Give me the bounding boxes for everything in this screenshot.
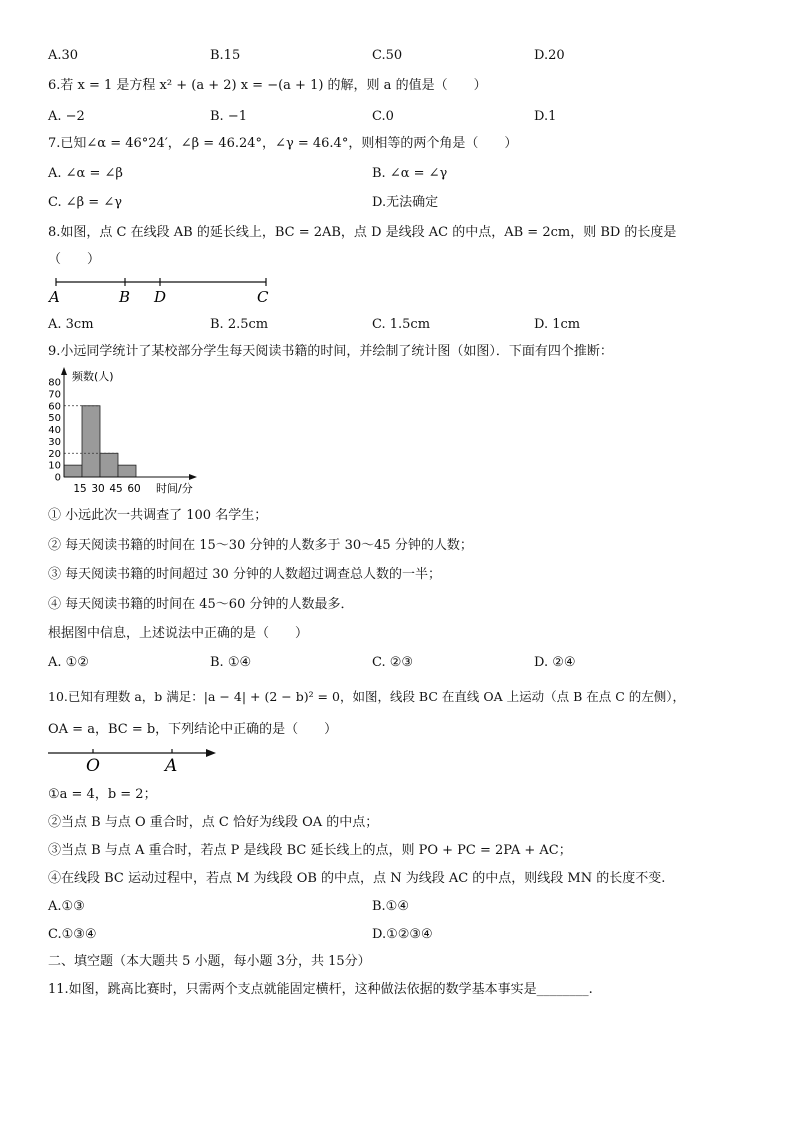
q10-statement-2: ②当点 B 与点 O 重合时，点 C 恰好为线段 OA 的中点； (48, 815, 379, 830)
q7-option-a: A. ∠α = ∠β (48, 166, 123, 181)
q9-statement-2: ② 每天阅读书籍的时间在 15～30 分钟的人数多于 30～45 分钟的人数； (48, 538, 473, 553)
q6-option-c: C.0 (372, 109, 394, 124)
q10-option-d: D.①②③④ (372, 927, 433, 942)
q8-option-c: C. 1.5cm (372, 317, 431, 332)
q9-option-c: C. ②③ (372, 655, 414, 670)
q8-option-b: B. 2.5cm (210, 317, 269, 332)
q10-statement-4: ④在线段 BC 运动过程中，若点 M 为线段 OB 的中点，点 N 为线段 AC 的中点，则线段 MN 的长度不变. (48, 871, 666, 886)
histogram-bar-0-15 (64, 465, 82, 477)
q8-option-a: A. 3cm (48, 317, 94, 332)
q8-label-b: B (119, 288, 131, 306)
histogram-y-tick-label: 40 (48, 425, 61, 436)
histogram-x-label: 时间/分 (156, 482, 193, 495)
q5-option-c: C.50 (372, 48, 403, 63)
histogram-y-tick-label: 50 (48, 413, 61, 425)
histogram-bar-30-45 (100, 453, 118, 477)
q6-stem: 6.若 x = 1 是方程 x² + (a + 2) x = −(a + 1) 的解，则 a 的值是（ ） (48, 78, 487, 93)
histogram-y-tick-label: 0 (54, 472, 61, 484)
q10-option-a: A.①③ (48, 899, 85, 914)
q7-option-c: C. ∠β = ∠γ (48, 195, 122, 210)
histogram-x-tick-label: 15 (73, 483, 87, 495)
q8-stem: 8.如图，点 C 在线段 AB 的延长线上，BC = 2AB，点 D 是线段 AC 的中点，AB = 2cm，则 BD 的长度是 (48, 225, 677, 240)
q9-option-b: B. ①④ (210, 655, 252, 670)
q8-stem-cont: （ ） (48, 252, 101, 267)
histogram-bar-45-60 (118, 465, 136, 477)
section-2-heading: 二、填空题（本大题共 5 小题，每小题 3分，共 15分） (48, 954, 371, 969)
histogram-y-tick-label: 70 (48, 389, 61, 401)
q10-number-line (44, 744, 224, 774)
y-axis-arrow-icon (61, 367, 67, 375)
q10-option-c: C.①③④ (48, 927, 97, 942)
q8-option-d: D. 1cm (534, 317, 581, 332)
q10-statement-3: ③当点 B 与点 A 重合时，若点 P 是线段 BC 延长线上的点，则 PO + PC = 2PA + AC； (48, 843, 572, 858)
histogram-y-tick-label: 20 (48, 448, 61, 460)
histogram-y-tick-label: 10 (48, 460, 61, 472)
q6-option-d: D.1 (534, 109, 557, 124)
q10-stem: 10.已知有理数 a，b 满足：|a − 4| + (2 − b)² = 0，如图，线段 BC 在直线 OA 上运动（点 B 在点 C 的左侧）， (48, 689, 686, 704)
q10-option-b: B.①④ (372, 899, 409, 914)
q7-option-b: B. ∠α = ∠γ (372, 166, 448, 181)
q5-option-d: D.20 (534, 48, 565, 63)
x-axis-arrow-icon (189, 474, 197, 480)
q8-segment-figure (44, 272, 276, 308)
q9-stem: 9.小远同学统计了某校部分学生每天阅读书籍的时间，并绘制了统计图（如图）．下面有四个推断： (48, 344, 613, 359)
q9-statement-1: ① 小远此次一共调查了 100 名学生； (48, 508, 268, 523)
q10-label-a: A (165, 756, 178, 774)
histogram-x-tick-label: 45 (109, 483, 123, 495)
histogram-bar-15-30 (82, 406, 100, 477)
q10-stem-cont: OA = a，BC = b，下列结论中正确的是（ ） (48, 722, 338, 737)
q6-option-a: A. −2 (48, 109, 85, 124)
q7-option-d: D.无法确定 (372, 195, 439, 210)
q7-stem: 7.已知∠α = 46°24′，∠β = 46.24°，∠γ = 46.4°，则相等的两个角是（ ） (48, 136, 518, 151)
q5-option-b: B.15 (210, 48, 241, 63)
q9-option-a: A. ①② (48, 655, 89, 670)
q8-label-d: D (154, 288, 167, 306)
q9-statement-4: ④ 每天阅读书籍的时间在 45～60 分钟的人数最多． (48, 597, 354, 612)
q11-stem: 11.如图，跳高比赛时，只需两个支点就能固定横杆，这种做法依据的数学基本事实是________. (48, 982, 593, 997)
q9-histogram (40, 364, 220, 500)
q10-statement-1: ①a = 4，b = 2； (48, 787, 157, 802)
q5-option-a: A.30 (48, 48, 79, 63)
histogram-y-tick-label: 80 (48, 377, 61, 389)
q9-option-d: D. ②④ (534, 655, 576, 670)
q6-option-b: B. −1 (210, 109, 247, 124)
q9-ask: 根据图中信息，上述说法中正确的是（ ） (48, 626, 309, 641)
q9-statement-3: ③ 每天阅读书籍的时间超过 30 分钟的人数超过调查总人数的一半； (48, 567, 441, 582)
q8-label-a: A (49, 288, 60, 306)
q10-label-o: O (86, 756, 100, 774)
histogram-y-label: 频数(人) (72, 370, 114, 383)
histogram-y-tick-label: 30 (48, 436, 61, 448)
q8-label-c: C (257, 288, 269, 306)
histogram-x-tick-label: 30 (91, 483, 105, 495)
histogram-x-tick-label: 60 (127, 483, 141, 495)
histogram-y-tick-label: 60 (48, 401, 61, 413)
